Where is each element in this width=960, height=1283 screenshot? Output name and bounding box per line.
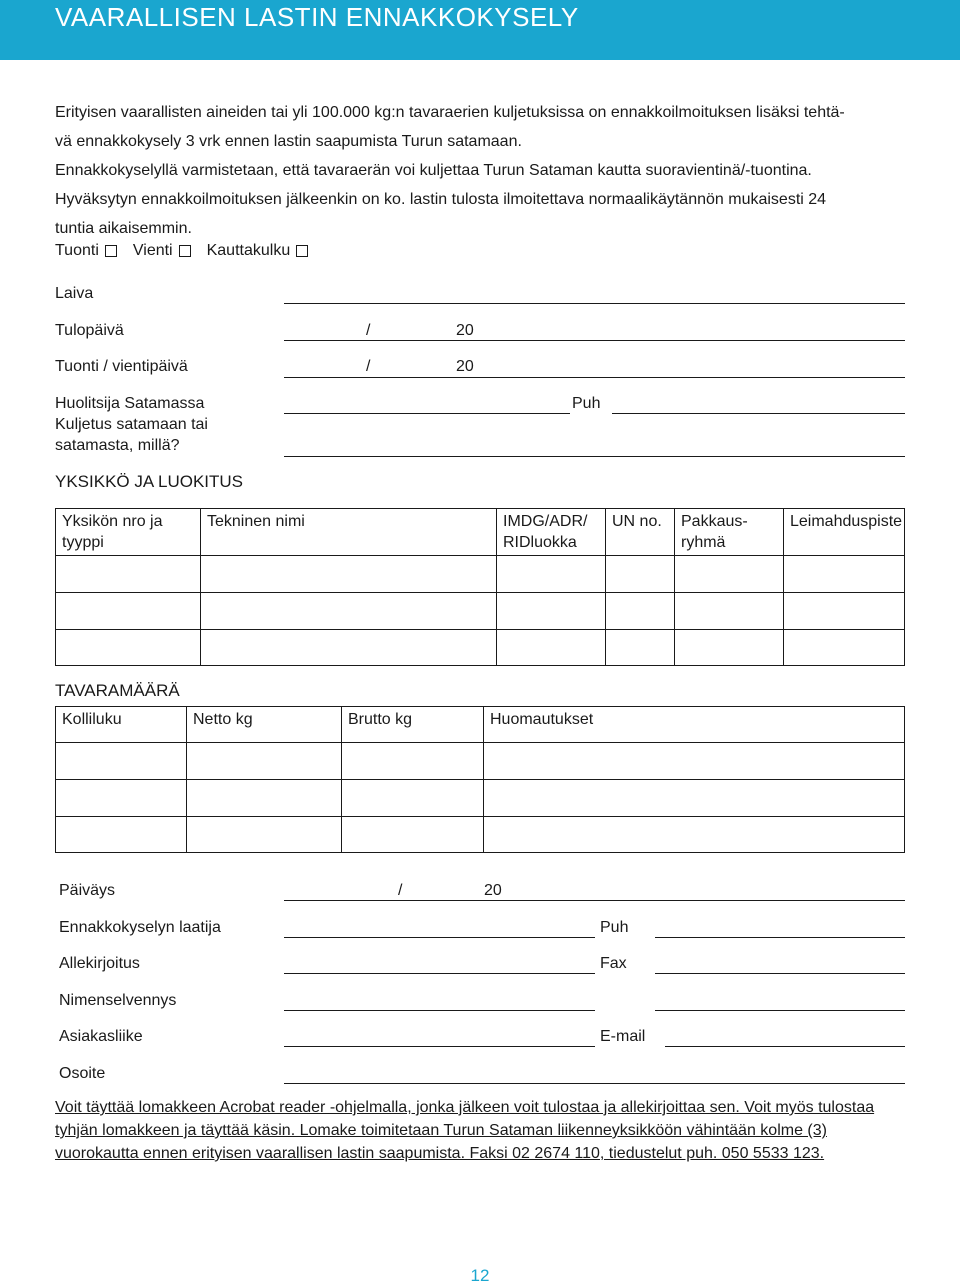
- table-cell[interactable]: [675, 630, 784, 666]
- intro-line: tuntia aikaisemmin.: [55, 220, 192, 237]
- table-cell[interactable]: [56, 780, 187, 817]
- column-header: Netto kg: [187, 707, 342, 743]
- table-cell[interactable]: [187, 780, 342, 817]
- table-cell[interactable]: [56, 817, 187, 853]
- nimenselvennys-label: Nimenselvennys: [59, 992, 177, 1009]
- table-cell[interactable]: [606, 593, 675, 630]
- email-label: E-mail: [600, 1028, 646, 1045]
- checkbox-label: Vienti: [132, 242, 173, 259]
- laatija-field[interactable]: [284, 937, 595, 938]
- column-header: IMDG/ADR/ RIDluokka: [497, 509, 606, 556]
- table-cell[interactable]: [484, 780, 905, 817]
- table-cell[interactable]: [784, 556, 905, 593]
- table-cell[interactable]: [56, 630, 201, 666]
- instructions-note: Voit täyttää lomakkeen Acrobat reader -ohjelmalla, jonka jälkeen voit tulostaa ja allekirjoittaa sen. Voit myös tulostaa tyhjän lomakkeen ja täyttää käsin. Lomake toimitetaan Turun Sataman liikenneyksikköön vähintään kolme (3) vuorokautta ennen erityisen vaarallisen lastin saapumista. Faksi 02 2674 110, tiedustelut puh. 050 5533 123.: [55, 1099, 875, 1162]
- table-cell[interactable]: [187, 743, 342, 780]
- quantity-section-title: TAVARAMÄÄRÄ: [55, 681, 180, 700]
- intro-text: [55, 98, 905, 243]
- year-prefix: 20: [484, 882, 502, 899]
- puh-label: Puh: [600, 919, 629, 936]
- table-cell[interactable]: [201, 593, 497, 630]
- allekirjoitus-field[interactable]: [284, 973, 595, 974]
- nimenselvennys-field[interactable]: [284, 1010, 595, 1011]
- date-slash: /: [366, 322, 371, 339]
- paivays-field[interactable]: [284, 900, 905, 901]
- laiva-label: Laiva: [55, 285, 94, 302]
- table-cell[interactable]: [342, 780, 484, 817]
- extra-field[interactable]: [655, 1010, 905, 1011]
- tulopaiva-field[interactable]: [284, 340, 905, 341]
- table-cell[interactable]: [342, 817, 484, 853]
- column-header: Leimahduspiste: [784, 509, 905, 556]
- laiva-field[interactable]: [284, 303, 905, 304]
- column-header: Brutto kg: [342, 707, 484, 743]
- puh-field[interactable]: [655, 937, 905, 938]
- huolitsija-puh-label: Puh: [572, 395, 601, 412]
- checkbox-square-icon[interactable]: [105, 245, 117, 257]
- huolitsija-label: Huolitsija Satamassa: [55, 395, 205, 412]
- table-cell[interactable]: [675, 556, 784, 593]
- kuljetus-label: Kuljetus satamaan tai: [55, 416, 208, 433]
- paivays-label: Päiväys: [59, 882, 116, 899]
- table-row: [56, 556, 905, 593]
- table-row: [56, 593, 905, 630]
- table-row: [56, 817, 905, 853]
- table-cell[interactable]: [187, 817, 342, 853]
- quantity-table: [55, 706, 905, 853]
- table-cell[interactable]: [784, 593, 905, 630]
- checkbox-square-icon[interactable]: [296, 245, 308, 257]
- table-cell[interactable]: [497, 630, 606, 666]
- intro-line: Erityisen vaarallisten aineiden tai yli 100.000 kg:n tavaraerien kuljetuksissa on ennakkoilmoituksen lisäksi tehtä-: [55, 104, 845, 121]
- tuonti-vientipaiva-label: Tuonti / vientipäivä: [55, 358, 188, 375]
- table-header-row: [56, 509, 905, 556]
- checkbox-square-icon[interactable]: [179, 245, 191, 257]
- transport-type-group: [55, 240, 308, 262]
- email-field[interactable]: [665, 1046, 905, 1047]
- table-cell[interactable]: [497, 593, 606, 630]
- year-prefix: 20: [456, 358, 474, 375]
- table-row: [56, 780, 905, 817]
- date-slash: /: [366, 358, 371, 375]
- table-cell[interactable]: [56, 556, 201, 593]
- tuonti-vientipaiva-field[interactable]: [284, 377, 905, 378]
- table-cell[interactable]: [497, 556, 606, 593]
- table-cell[interactable]: [675, 593, 784, 630]
- table-cell[interactable]: [56, 743, 187, 780]
- osoite-field[interactable]: [284, 1083, 905, 1084]
- column-header: UN no.: [606, 509, 675, 556]
- checkbox-label: Kauttakulku: [206, 242, 291, 259]
- huolitsija-field[interactable]: [284, 413, 570, 414]
- table-cell[interactable]: [56, 593, 201, 630]
- table-cell[interactable]: [484, 743, 905, 780]
- tulopaiva-label: Tulopäivä: [55, 322, 124, 339]
- intro-line: Ennakkokyselyllä varmistetaan, että tavaraerän voi kuljettaa Turun Sataman kautta suoravientinä/-tuontina.: [55, 162, 812, 179]
- allekirjoitus-label: Allekirjoitus: [59, 955, 140, 972]
- laatija-label: Ennakkokyselyn laatija: [59, 919, 221, 936]
- table-cell[interactable]: [201, 630, 497, 666]
- page-title: VAARALLISEN LASTIN ENNAKKOKYSELY: [55, 2, 579, 32]
- column-header: Pakkaus- ryhmä: [675, 509, 784, 556]
- checkbox-label: Tuonti: [55, 242, 99, 259]
- checkbox-tuonti[interactable]: [55, 240, 117, 262]
- table-cell[interactable]: [484, 817, 905, 853]
- column-header: Tekninen nimi: [201, 509, 497, 556]
- table-row: [56, 630, 905, 666]
- intro-line: vä ennakkokysely 3 vrk ennen lastin saapumista Turun satamaan.: [55, 133, 522, 150]
- table-cell[interactable]: [201, 556, 497, 593]
- column-header: Kolliluku: [56, 707, 187, 743]
- osoite-label: Osoite: [59, 1065, 106, 1082]
- kuljetus-field[interactable]: [284, 456, 905, 457]
- unit-table: [55, 508, 905, 666]
- column-header: Huomautukset: [484, 707, 905, 743]
- table-cell[interactable]: [606, 556, 675, 593]
- table-header-row: [56, 707, 905, 743]
- table-cell[interactable]: [784, 630, 905, 666]
- year-prefix: 20: [456, 322, 474, 339]
- asiakasliike-label: Asiakasliike: [59, 1028, 143, 1045]
- fax-field[interactable]: [655, 973, 905, 974]
- page-number: 12: [470, 1266, 490, 1283]
- column-header: Yksikön nro ja tyyppi: [56, 509, 201, 556]
- table-cell[interactable]: [342, 743, 484, 780]
- checkbox-kauttakulku[interactable]: [207, 240, 309, 262]
- unit-section-title: YKSIKKÖ JA LUOKITUS: [55, 472, 244, 491]
- table-cell[interactable]: [606, 630, 675, 666]
- table-row: [56, 743, 905, 780]
- intro-line: Hyväksytyn ennakkoilmoituksen jälkeenkin on ko. lastin tulosta ilmoitettava normaalikäytännön mukaisesti 24: [55, 191, 827, 208]
- kuljetus-label: satamasta, millä?: [55, 437, 180, 454]
- huolitsija-puh-field[interactable]: [612, 413, 905, 414]
- date-slash: /: [398, 882, 403, 899]
- checkbox-vienti[interactable]: [133, 240, 191, 262]
- asiakasliike-field[interactable]: [284, 1046, 595, 1047]
- fax-label: Fax: [600, 955, 627, 972]
